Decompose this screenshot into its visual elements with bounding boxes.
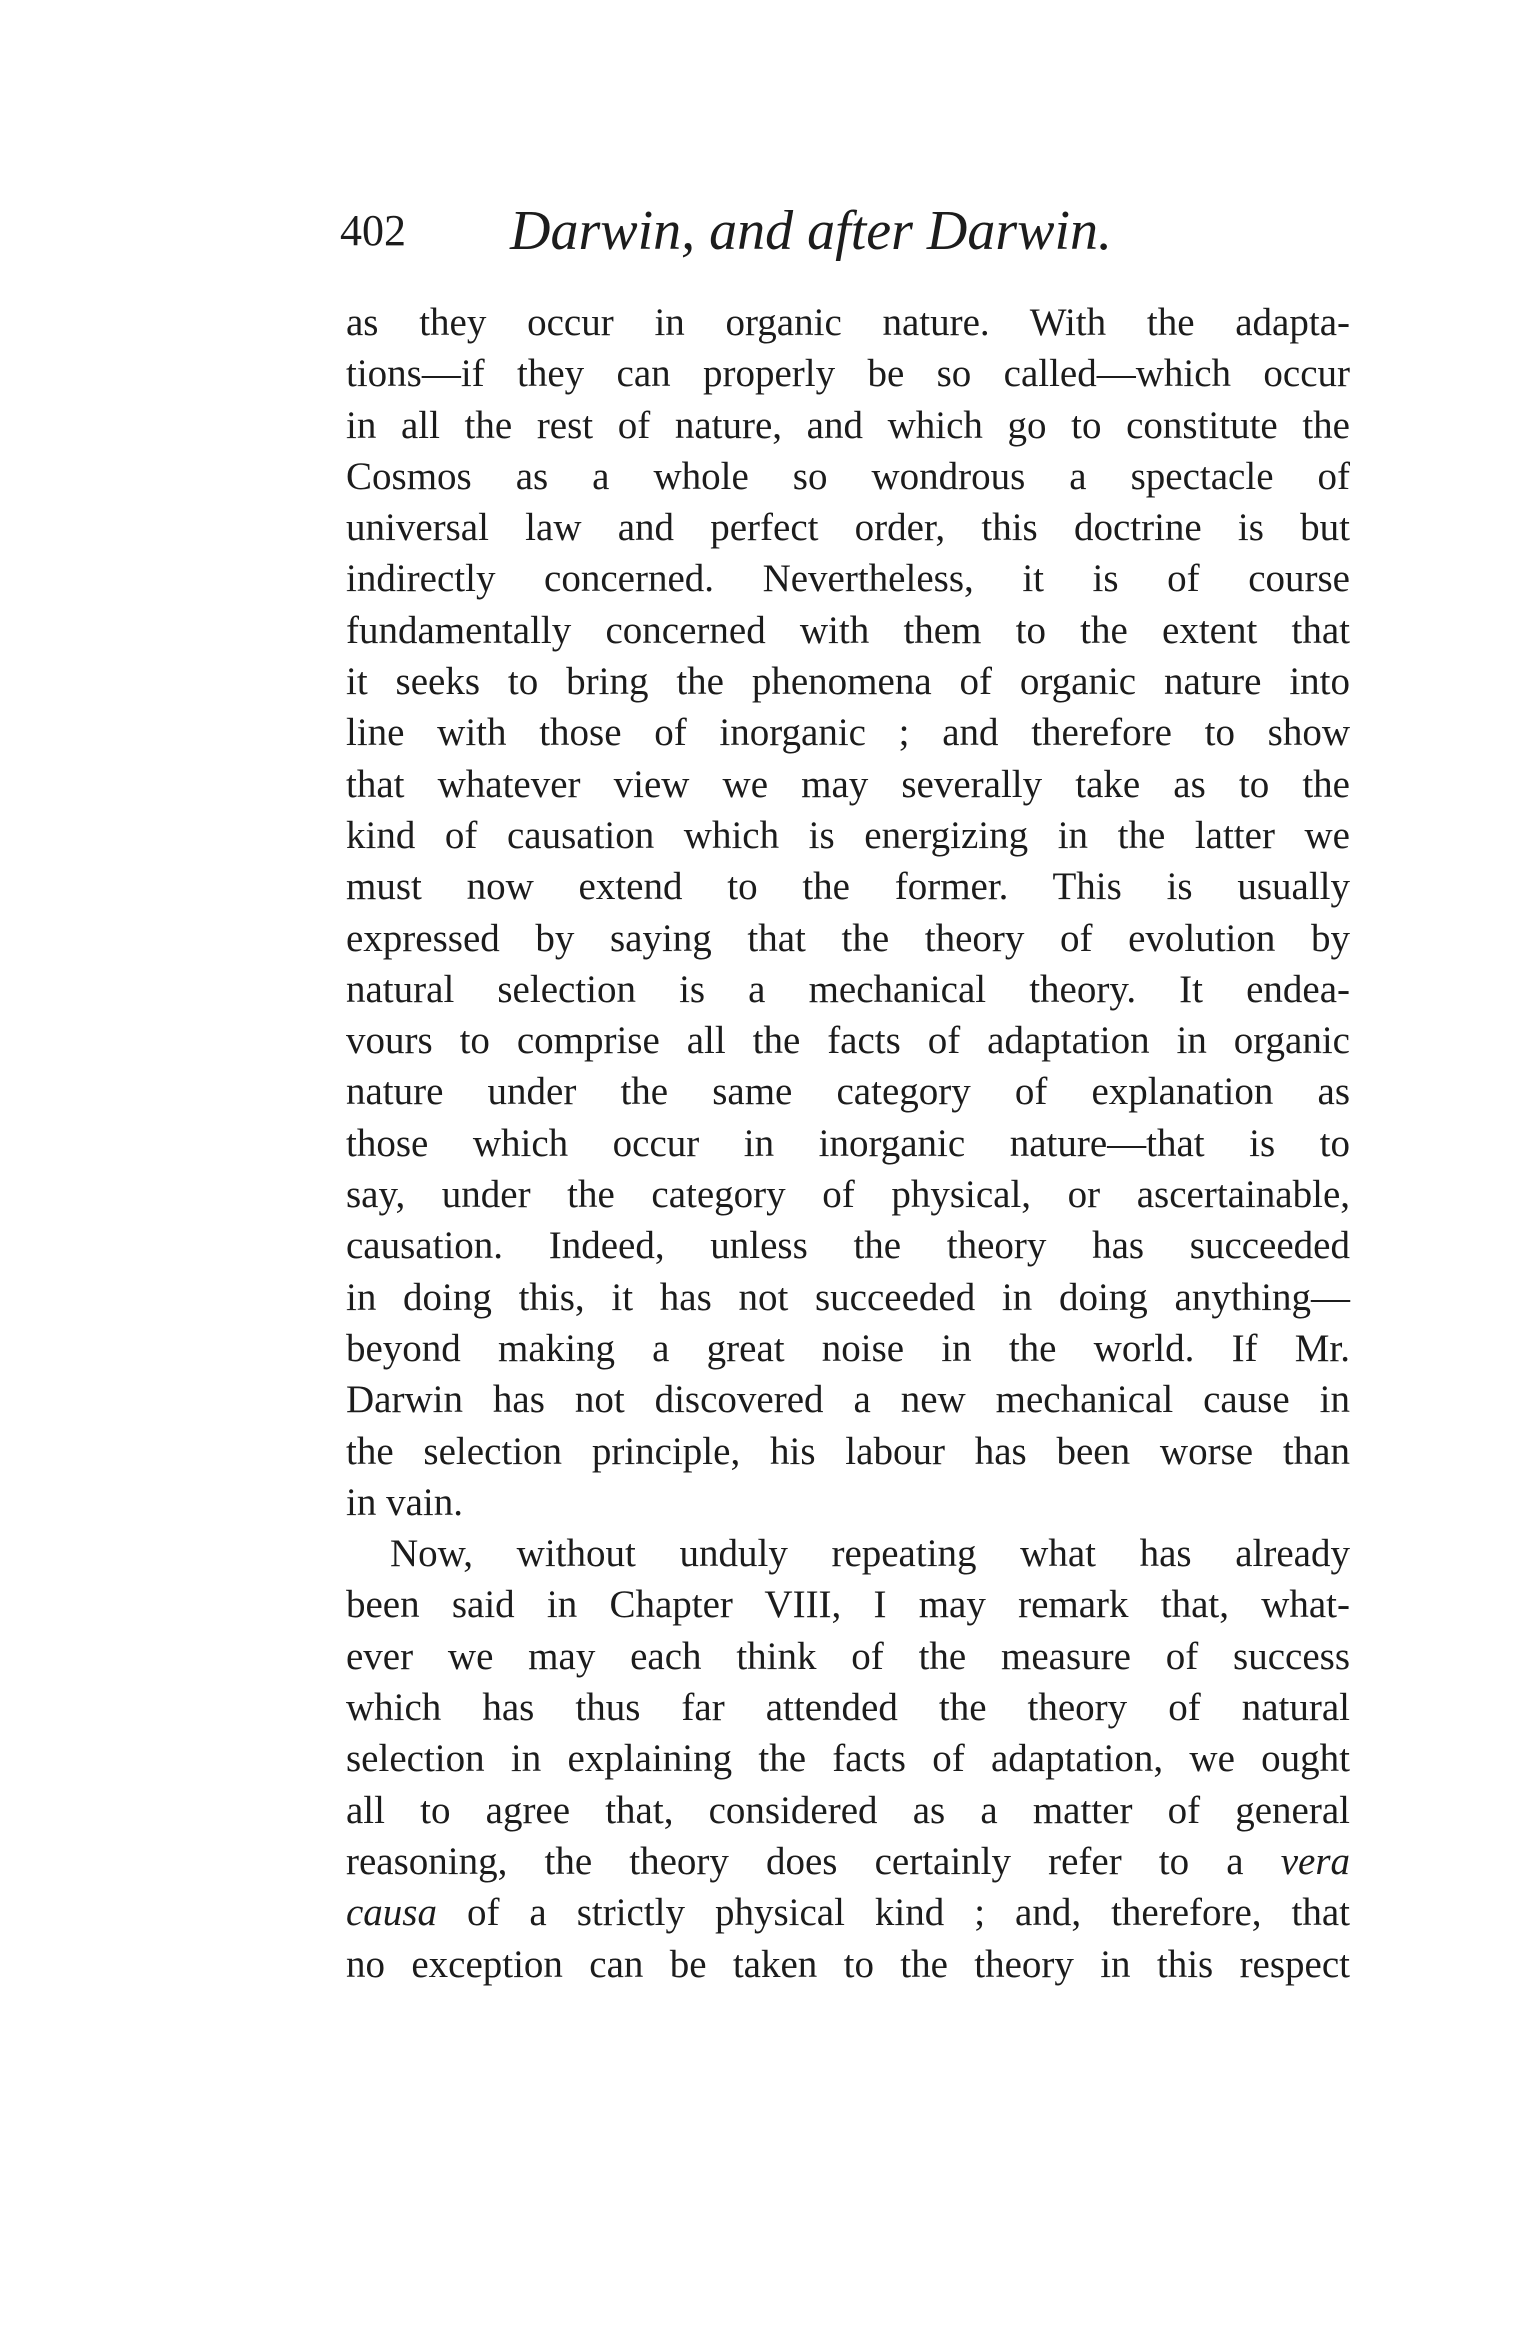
text-line: ever we may each think of the measure of success <box>346 1634 1350 1678</box>
text-line: line with those of inorganic ; and therefore to show <box>346 711 1350 755</box>
text-line: indirectly concerned. Nevertheless, it is of course <box>346 557 1350 601</box>
text-line: say, under the category of physical, or ascertainable, <box>346 1173 1350 1217</box>
text-line: Darwin has not discovered a new mechanical cause in <box>346 1378 1350 1422</box>
text-line: it seeks to bring the phenomena of organic nature into <box>346 660 1350 704</box>
text-line: that whatever view we may severally take as to the <box>346 762 1350 806</box>
text-line: fundamentally concerned with them to the extent that <box>346 608 1350 652</box>
italic-term: vera <box>1280 1839 1351 1883</box>
text-line: natural selection is a mechanical theory. It endea- <box>346 967 1350 1011</box>
text-line: must now extend to the former. This is usually <box>346 865 1350 909</box>
body-text <box>346 297 1350 1990</box>
running-title: Darwin, and after Darwin. <box>510 200 1113 262</box>
text-line: been said in Chapter VIII, I may remark that, what- <box>346 1583 1350 1627</box>
text-line: as they occur in organic nature. With the adapta- <box>346 301 1350 344</box>
text-run: reasoning, the theory does certainly refer to a <box>346 1839 1244 1883</box>
page-header <box>340 196 1350 266</box>
text-line: nature under the same category of explanation as <box>346 1070 1350 1114</box>
text-line: no exception can be taken to the theory in this respect <box>346 1942 1350 1986</box>
text-line: in all the rest of nature, and which go to constitute the <box>346 403 1350 447</box>
text-line: beyond making a great noise in the world. If Mr. <box>346 1326 1350 1370</box>
paragraph-2 <box>346 1528 1350 1990</box>
text-line: in doing this, it has not succeeded in doing anything— <box>346 1275 1350 1319</box>
text-line: kind of causation which is energizing in the latter we <box>346 813 1350 857</box>
text-run: of a strictly physical kind ; and, therefore, that <box>466 1891 1350 1935</box>
text-line: all to agree that, considered as a matter of general <box>346 1788 1350 1832</box>
text-line: those which occur in inorganic nature—that is to <box>346 1121 1350 1165</box>
text-line: which has thus far attended the theory of natural <box>346 1686 1350 1730</box>
text-line: the selection principle, his labour has been worse than <box>346 1429 1350 1473</box>
text-line <box>346 1836 1350 1887</box>
text-line: Cosmos as a whole so wondrous a spectacle of <box>346 454 1350 498</box>
text-line: selection in explaining the facts of adaptation, we ought <box>346 1737 1350 1781</box>
text-line: universal law and perfect order, this doctrine is but <box>346 506 1350 550</box>
text-line: expressed by saying that the theory of evolution by <box>346 916 1350 960</box>
text-line: Now, without unduly repeating what has already <box>390 1532 1350 1576</box>
text-line: tions—if they can properly be so called—which occur <box>346 352 1350 396</box>
page-number: 402 <box>340 206 406 255</box>
text-line: causation. Indeed, unless the theory has succeeded <box>346 1224 1350 1268</box>
italic-term: causa <box>346 1891 437 1935</box>
text-line <box>346 1887 1350 1938</box>
paragraph-1 <box>346 297 1350 1528</box>
text-line: in vain. <box>346 1480 463 1524</box>
text-line: vours to comprise all the facts of adaptation in organic <box>346 1019 1350 1063</box>
